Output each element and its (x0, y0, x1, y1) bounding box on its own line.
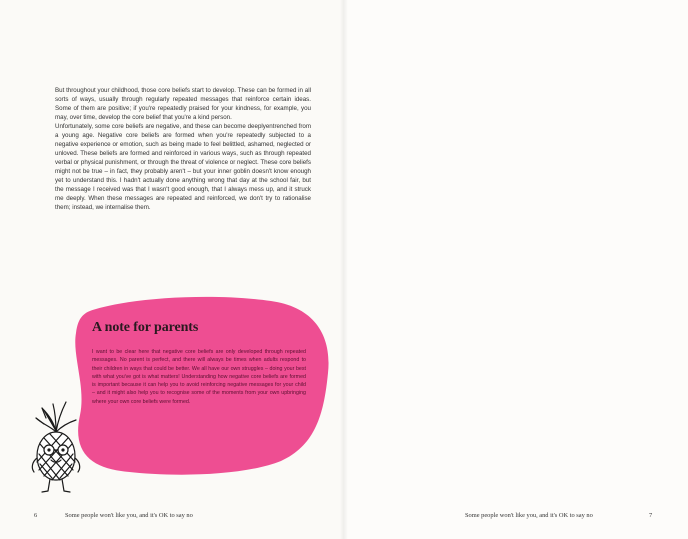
page-gutter (340, 0, 348, 539)
right-page-number: 7 (649, 512, 653, 519)
note-title: A note for parents (92, 320, 199, 335)
body-paragraph-1: But throughout your childhood, those core beliefs start to develop. These can be formed in all sorts of ways, usually through regularly repeated messages that reinforce certain ideas. Some of them are positive; if you're repeatedly praised for your kindness, for example, you may, over time, develop the core belief that you're a kind person. (55, 87, 311, 121)
left-page-number: 6 (34, 512, 38, 519)
right-running-title: Some people won't like you, and it's OK to say no (465, 512, 593, 519)
right-page (344, 0, 688, 539)
note-body: I want to be clear here that negative core beliefs are only developed through repeated messages. No parent is perfect, and there will always be times when adults respond to their children in ways that could be better. We all have our own struggles – doing your best with what you've got is what matters! Understanding how negative core beliefs are formed is important because it can help you to avoid reinforcing negative messages for your child – and it might also help you to recognise some of the moments from your own upbringing where your own core beliefs were formed. (92, 349, 306, 405)
body-text (55, 86, 311, 212)
pineapple-character-icon (28, 396, 84, 496)
left-running-title: Some people won't like you, and it's OK to say no (65, 512, 193, 519)
body-paragraph-2: Unfortunately, some core beliefs are negative, and these can become deeplyentrenched from a young age. Negative core beliefs are formed when you're repeatedly subjected to a negative experience or emotion, such as being made to feel belittled, ashamed, neglected or unloved. These beliefs are formed and reinforced in various ways, such as through repeated verbal or physical punishment, or through the threat of violence or neglect. These core beliefs might not be true – in fact, they probably aren't – but your inner goblin doesn't know enough yet to understand this. I hadn't actually done anything wrong that day at the school fair, but the message I received was that I wasn't good enough, that I always mess up, and it struck me deeply. When these messages are repeated and reinforced, we don't try to rationalise them; instead, we internalise them. (55, 123, 311, 211)
